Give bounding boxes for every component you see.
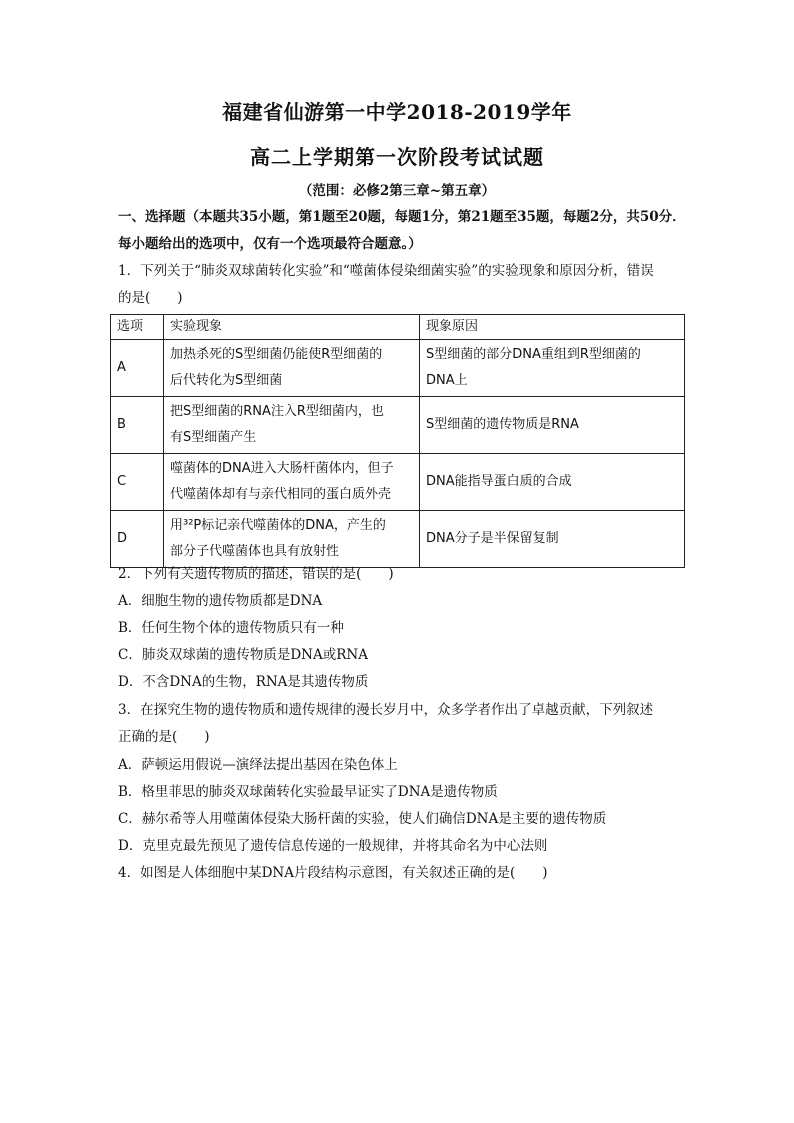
table-header-row [111,315,685,340]
q2-stem: 2．下列有关遗传物质的描述，错误的是( ) [118,566,394,582]
page-subtitle: 高二上学期第一次阶段考试试题 [250,145,544,169]
q3-option-c: C．赫尔希等人用噬菌体侵染大肠杆菌的实验，使人们确信DNA是主要的遗传物质 [118,811,607,827]
row-reason: DNA分子是半保留复制 [420,511,685,568]
q2-option-a: A．细胞生物的遗传物质都是DNA [118,593,323,609]
phenomenon-line: 用³²P标记亲代噬菌体的DNA，产生的 [170,518,386,533]
q3-stem-line2: 正确的是( ) [118,729,210,745]
q3-option-b: B．格里菲思的肺炎双球菌转化实验最早证实了DNA是遗传物质 [118,784,498,800]
row-phenomenon [164,454,420,511]
col-header-phenomenon: 实验现象 [164,315,420,340]
q2-option-b: B．任何生物个体的遗传物质只有一种 [118,620,344,636]
reason-line: DNA上 [426,373,468,388]
q3-stem-line1: 3．在探究生物的遗传物质和遗传规律的漫长岁月中，众多学者作出了卓越贡献，下列叙述 [118,702,654,718]
phenomenon-line: 有S型细菌产生 [170,430,257,445]
page-title: 福建省仙游第一中学2018-2019学年 [222,100,572,124]
phenomenon-line: 后代转化为S型细菌 [170,373,283,388]
q1-table [110,314,685,568]
reason-line: S型细菌的部分DNA重组到R型细菌的 [426,347,641,362]
row-option: D [111,511,164,568]
row-option: B [111,397,164,454]
row-phenomenon [164,397,420,454]
q3-option-a: A．萨顿运用假说—演绎法提出基因在染色体上 [118,757,398,773]
table-row [111,454,685,511]
q2-option-d: D．不含DNA的生物，RNA是其遗传物质 [118,674,369,690]
row-reason [420,340,685,397]
row-phenomenon [164,340,420,397]
q2-option-c: C．肺炎双球菌的遗传物质是DNA或RNA [118,647,368,663]
phenomenon-line: 部分子代噬菌体也具有放射性 [170,544,340,559]
table-row [111,397,685,454]
row-option: C [111,454,164,511]
q3-option-d: D．克里克最先预见了遗传信息传递的一般规律，并将其命名为中心法则 [118,838,548,854]
row-option: A [111,340,164,397]
q1-stem-line1: 1．下列关于“肺炎双球菌转化实验”和“噬菌体侵染细菌实验”的实验现象和原因分析，错误 [118,263,654,279]
row-phenomenon [164,511,420,568]
col-header-reason: 现象原因 [420,315,685,340]
section-heading: 一、选择题（本题共35小题，第1题至20题，每题1分，第21题至35题，每题2分，共50分．每小题给出的选项中，仅有一个选项最符合题意。） [118,209,686,252]
row-reason: S型细菌的遗传物质是RNA [420,397,685,454]
row-reason: DNA能指导蛋白质的合成 [420,454,685,511]
phenomenon-line: 加热杀死的S型细菌仍能使R型细菌的 [170,347,383,362]
phenomenon-line: 噬菌体的DNA进入大肠杆菌体内，但子 [170,461,394,476]
table-row [111,340,685,397]
phenomenon-line: 把S型细菌的RNA注入R型细菌内，也 [170,404,384,419]
exam-scope: （范围：必修2第三章~第五章） [298,183,496,199]
table-row [111,511,685,568]
col-header-option: 选项 [111,315,164,340]
q4-stem: 4．如图是人体细胞中某DNA片段结构示意图，有关叙述正确的是( ) [118,865,548,881]
phenomenon-line: 代噬菌体却有与亲代相同的蛋白质外壳 [170,487,392,502]
q1-stem-line2: 的是( ) [118,290,183,306]
